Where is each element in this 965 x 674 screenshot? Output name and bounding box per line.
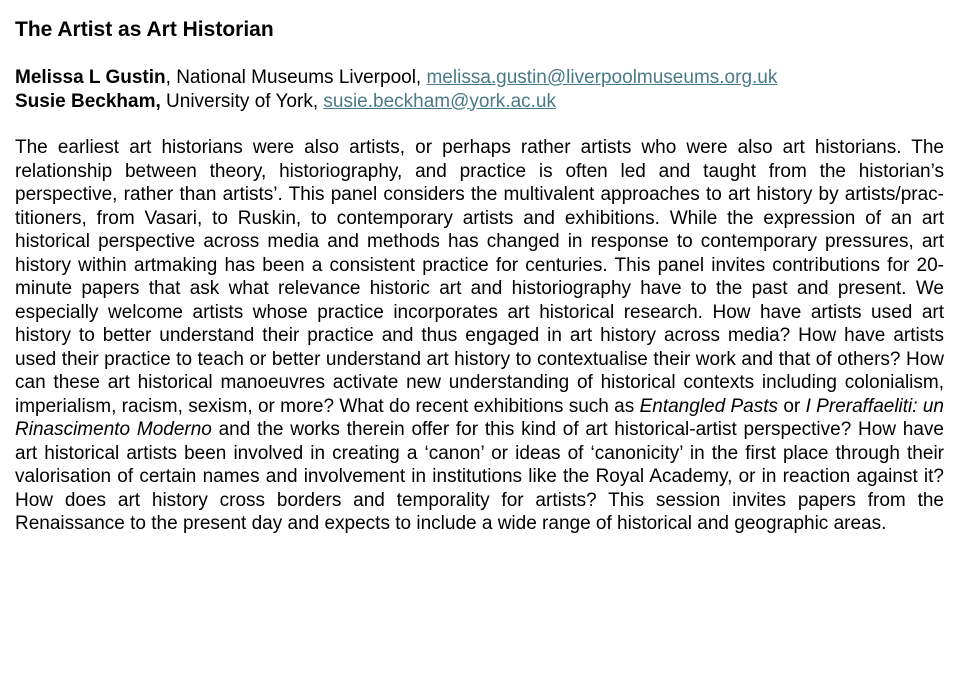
author-name: Susie Beckham,	[15, 90, 161, 112]
author-email-link[interactable]: susie.beckham@york.ac.uk	[323, 90, 556, 112]
page-title: The Artist as Art Historian	[15, 18, 274, 41]
abstract-text: or	[778, 395, 806, 417]
author-line-2	[15, 90, 944, 114]
author-email-link[interactable]: melissa.gustin@liverpoolmuseums.org.uk	[426, 67, 778, 88]
author-line-1	[15, 66, 944, 90]
author-affiliation: University of York,	[160, 90, 324, 112]
author-affiliation: , National Museums Liverpool,	[165, 67, 427, 88]
exhibition-title: I Preraffaeliti: un Rinascimento Moderno	[15, 395, 945, 440]
document-page	[15, 16, 944, 536]
exhibition-title: Entangled Pasts	[639, 395, 778, 417]
author-name: Melissa L Gustin	[15, 67, 166, 88]
abstract-text: The earliest art historians were also artists, or perhaps rather artists who were also art historians. The relationship between theory, historiography, and practice is often led and taught from the historian’s perspective, rather than artists’. This panel considers the multivalent approaches to art history by artists/practitioners, from Vasari, to Ruskin, to contemporary artists and exhibitions. While the expression of an art historical perspective across media and methods has changed in response to contemporary pressures, art history within artmaking has been a consistent practice for centuries. This panel invites contributions for 20-minute papers that ask what relevance historic art and historiography have to the past and present. We especially welcome artists whose practice incorporates art historical research. How have artists used art history to better understand their practice and thus engaged in art history across media? How have artists used their practice to teach or better understand art history to contextualise their work and that of others? How can these art historical manoeuvres activate new understanding of historical contexts including colonialism, imperialism, racism, sexism, or more? What do recent exhibitions such as	[15, 137, 944, 417]
abstract-text: and the works therein offer for this kind of art historical-artist perspective? How have art historical artists been involved in creating a ‘canon’ or ideas of ‘canonicity’ in the first place through their valorisation of certain names and involvement in institutions like the Royal Academy, or in reaction against it? How does art history cross borders and temporality for artists? This session invites papers from the Renaissance to the present day and expects to include a wide range of historical and geographic areas.	[15, 419, 944, 534]
abstract-paragraph	[15, 136, 944, 536]
